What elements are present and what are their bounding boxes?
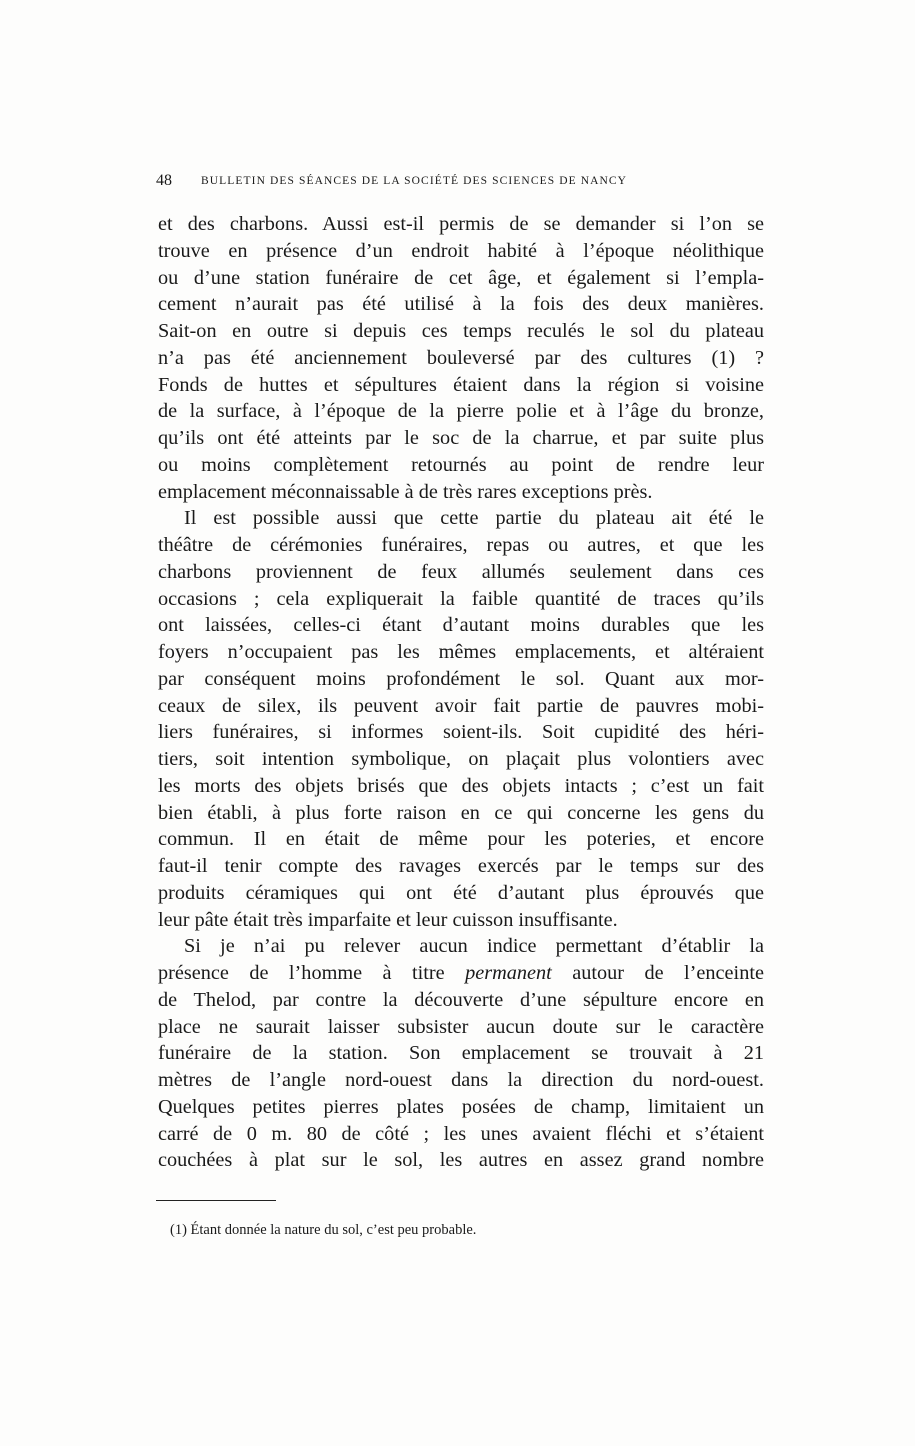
text-line: charbons proviennent de feux allumés seulement dans ces bbox=[158, 560, 764, 583]
text-line: carré de 0 m. 80 de côté ; les unes avaient fléchi et s’étaient bbox=[158, 1122, 764, 1145]
text-line: qu’ils ont été atteints par le soc de la charrue, et par suite plus bbox=[158, 427, 764, 449]
text-line: produits céramiques qui ont été d’autant plus éprouvés que bbox=[158, 881, 764, 904]
text-line: liers funéraires, si informes soient-ils. Soit cupidité des héri- bbox=[158, 721, 764, 744]
text-line: trouve en présence d’un endroit habité à l’époque néolithique bbox=[158, 239, 764, 262]
text-line: Fonds de huttes et sépultures étaient dans la région si voisine bbox=[158, 373, 764, 396]
text-line: Sait-on en outre si depuis ces temps reculés le sol du plateau bbox=[158, 320, 764, 342]
text-line: leur pâte était très imparfaite et leur cuisson insuffisante. bbox=[158, 908, 618, 931]
text-line: commun. Il en était de même pour les poteries, et encore bbox=[158, 828, 764, 851]
running-header bbox=[156, 172, 764, 194]
text-line: funéraire de la station. Son emplacement se trouvait à 21 bbox=[158, 1042, 764, 1065]
text-line: Quelques petites pierres plates posées de champ, limitaient un bbox=[158, 1095, 764, 1118]
text-line: les morts des objets brisés que des objets intacts ; c’est un fait bbox=[158, 774, 764, 797]
text-line: emplacement méconnaissable à de très rares exceptions près. bbox=[158, 480, 653, 503]
text-line: de la surface, à l’époque de la pierre polie et à l’âge du bronze, bbox=[158, 400, 764, 423]
text-line: théâtre de cérémonies funéraires, repas ou autres, et que les bbox=[158, 534, 764, 556]
text-line: et des charbons. Aussi est-il permis de se demander si l’on se bbox=[158, 213, 764, 235]
text-line: foyers n’occupaient pas les mêmes emplacements, et altéraient bbox=[158, 641, 764, 663]
text-line: ceaux de silex, ils peuvent avoir fait partie de pauvres mobi- bbox=[158, 694, 764, 717]
text-line: de Thelod, par contre la découverte d’une sépulture encore en bbox=[158, 988, 764, 1011]
text-line: faut-il tenir compte des ravages exercés par le temps sur des bbox=[158, 855, 764, 877]
text-line: cement n’aurait pas été utilisé à la fois des deux manières. bbox=[158, 293, 764, 316]
footnote: (1) Étant donnée la nature du sol, c’est peu probable. bbox=[170, 1222, 477, 1238]
text-line: ont laissées, celles-ci étant d’autant moins durables que les bbox=[158, 614, 764, 637]
paragraph-start-line: Si je n’ai pu relever aucun indice permettant d’établir la bbox=[184, 935, 764, 958]
text-line: n’a pas été anciennement bouleversé par des cultures (1) ? bbox=[158, 346, 764, 369]
paragraph-start-line: Il est possible aussi que cette partie du plateau ait été le bbox=[184, 507, 764, 530]
text-line: par conséquent moins profondément le sol. Quant aux mor- bbox=[158, 667, 764, 690]
text-line: couchées à plat sur le sol, les autres en assez grand nombre bbox=[158, 1149, 764, 1172]
running-title: BULLETIN DES SÉANCES DE LA SOCIÉTÉ DES SCIENCES DE NANCY bbox=[201, 175, 628, 187]
text-line: ou moins complètement retournés au point de rendre leur bbox=[158, 453, 764, 476]
text-line: occasions ; cela expliquerait la faible quantité de traces qu’ils bbox=[158, 587, 764, 610]
footnote-divider bbox=[156, 1200, 276, 1201]
text-line: place ne saurait laisser subsister aucun doute sur le caractère bbox=[158, 1015, 764, 1038]
page-number: 48 bbox=[156, 172, 172, 189]
text-line: mètres de l’angle nord-ouest dans la direction du nord-ouest. bbox=[158, 1069, 764, 1091]
text-line: bien établi, à plus forte raison en ce qui concerne les gens du bbox=[158, 801, 764, 824]
text-line: tiers, soit intention symbolique, on plaçait plus volontiers avec bbox=[158, 748, 764, 770]
text-line: présence de l’homme à titre permanent autour de l’enceinte bbox=[158, 962, 764, 984]
body-text bbox=[158, 211, 764, 1174]
text-line: ou d’une station funéraire de cet âge, et également si l’empla- bbox=[158, 266, 764, 289]
